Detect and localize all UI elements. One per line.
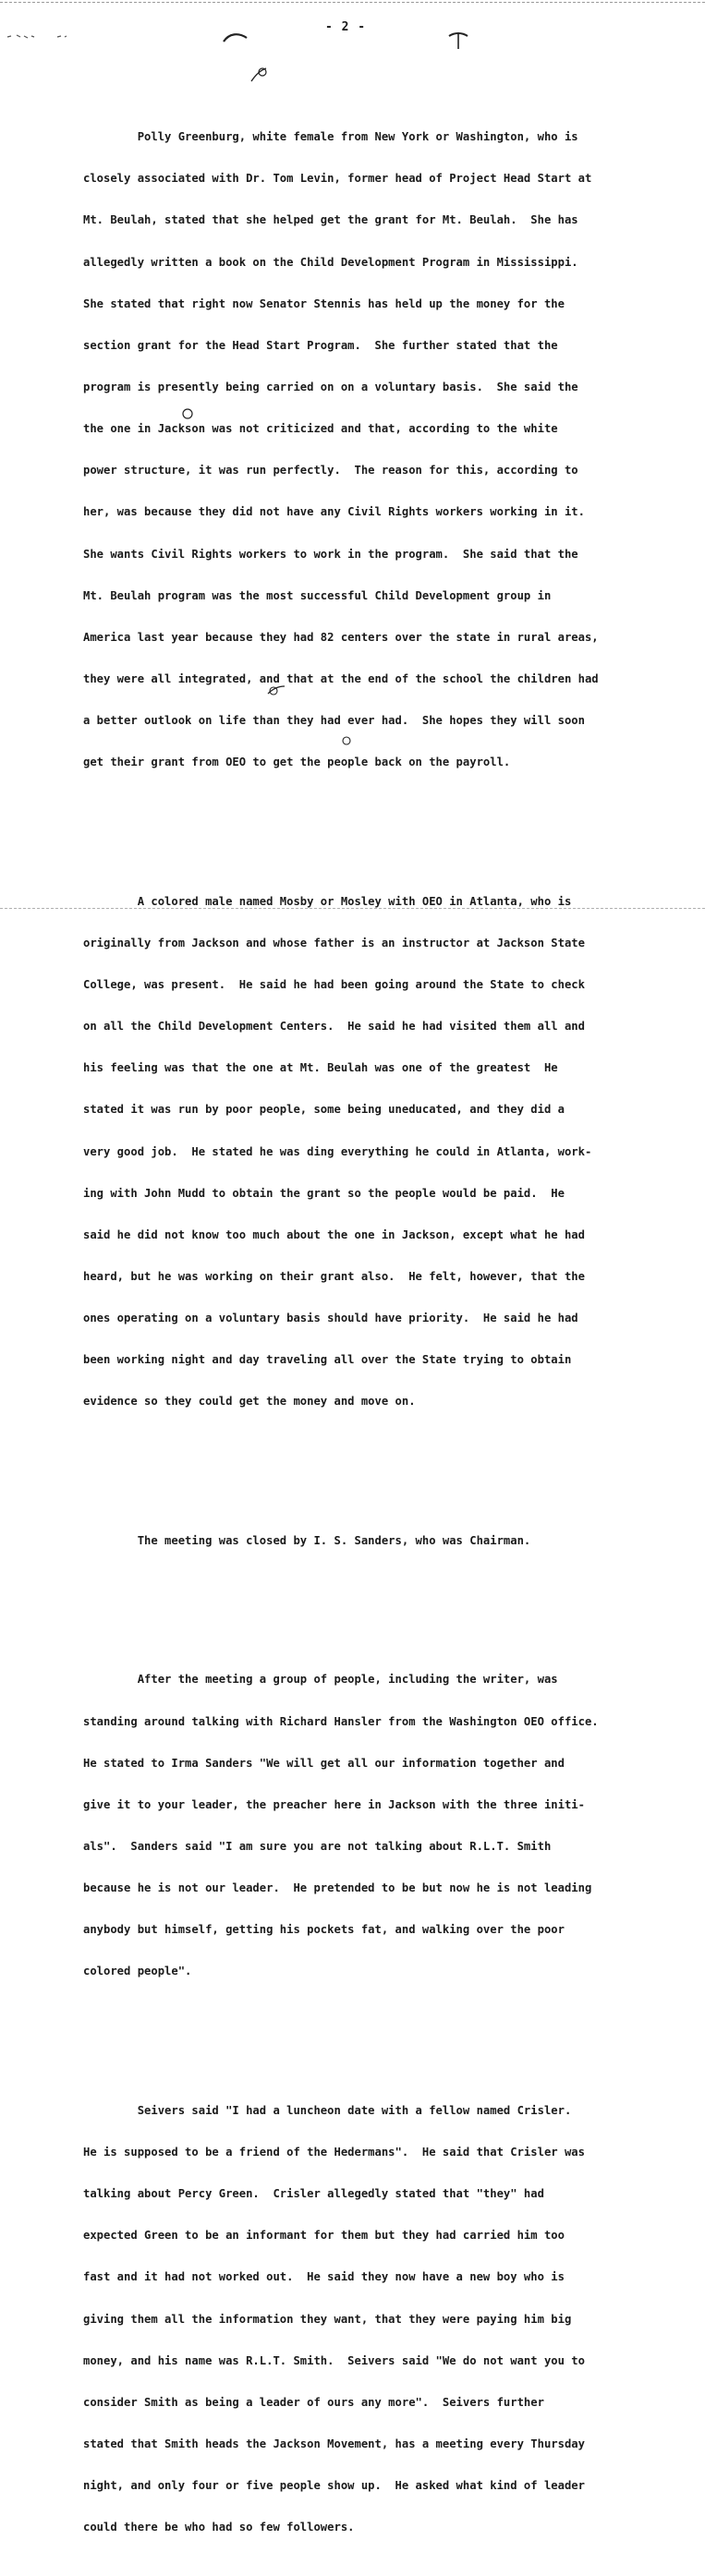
text-line: power structure, it was run perfectly. The reason for this, according to (83, 464, 578, 478)
paragraph-mosby (83, 867, 614, 1437)
memo-body (83, 75, 614, 2576)
text-line: closely associated with Dr. Tom Levin, former head of Project Head Start at (83, 172, 592, 186)
text-line: stated that Smith heads the Jackson Movement, has a meeting every Thursday (83, 2437, 585, 2450)
text-line: expected Green to be an informant for them but they had carried him too (83, 2229, 565, 2243)
text-line: talking about Percy Green. Crisler allegedly stated that "they" had (83, 2187, 544, 2201)
text-line: been working night and day traveling all over the State trying to obtain (83, 1353, 572, 1367)
text-line: fast and it had not worked out. He said they now have a new boy who is (83, 2270, 565, 2284)
text-line: the one in Jackson was not criticized and that, according to the white (83, 422, 558, 436)
paragraph-meeting-closed (83, 1506, 614, 1576)
text-line: Mt. Beulah program was the most successful Child Development group in (83, 588, 552, 602)
text-line: money, and his name was R.L.T. Smith. Seivers said "We do not want you to (83, 2353, 585, 2367)
text-line: heard, but he was working on their grant also. He felt, however, that the (83, 1270, 585, 1284)
text-line: After the meeting a group of people, including the writer, was (83, 1673, 558, 1687)
page-number: - 2 - (325, 20, 367, 34)
paragraph-gap (83, 2035, 614, 2049)
paragraph-gap (83, 1603, 614, 1617)
text-line: stated it was run by poor people, some being uneducated, and they did a (83, 1103, 565, 1117)
text-line: on all the Child Development Centers. He said he had visited them all and (83, 1020, 585, 1034)
text-line: consider Smith as being a leader of ours any more". Seivers further (83, 2395, 544, 2409)
bottom-page-edge (0, 908, 705, 909)
text-line: originally from Jackson and whose father is an instructor at Jackson State (83, 936, 585, 949)
text-line: He stated to Irma Sanders "We will get all our information together and (83, 1756, 565, 1770)
pen-mark-left (222, 31, 249, 44)
text-line: Polly Greenburg, white female from New York or Washington, who is (83, 130, 578, 144)
text-line: standing around talking with Richard Hansler from the Washington OEO office. (83, 1714, 599, 1728)
pen-mark-right (447, 30, 469, 50)
text-line: She stated that right now Senator Stennis has held up the money for the (83, 296, 565, 310)
text-line: get their grant from OEO to get the people back on the payroll. (83, 756, 511, 769)
paragraph-gap (83, 1465, 614, 1479)
text-line: her, was because they did not have any Civil Rights workers working in it. (83, 505, 585, 519)
text-line: a better outlook on life than they had ever had. She hopes they will soon (83, 714, 585, 728)
text-line: America last year because they had 82 centers over the state in rural areas, (83, 630, 599, 644)
text-line: his feeling was that the one at Mt. Beulah was one of the greatest He (83, 1061, 558, 1075)
text-line: anybody but himself, getting his pockets fat, and walking over the poor (83, 1923, 565, 1937)
text-line: ones operating on a voluntary basis should have priority. He said he had (83, 1312, 578, 1325)
text-line: because he is not our leader. He pretended to be but now he is not leading (83, 1881, 592, 1895)
text-line: night, and only four or five people show up. He asked what kind of leader (83, 2479, 585, 2493)
text-line: Seivers said "I had a luncheon date with a fellow named Crisler. (83, 2103, 572, 2117)
text-line: colored people". (83, 1965, 192, 1978)
text-line: section grant for the Head Start Program. She further stated that the (83, 338, 558, 352)
text-line: She wants Civil Rights workers to work in the program. She said that the (83, 547, 578, 561)
top-page-edge (0, 2, 705, 3)
paragraph-seivers (83, 2076, 614, 2563)
text-line: Mt. Beulah, stated that she helped get the grant for Mt. Beulah. She has (83, 213, 578, 227)
text-line: give it to your leader, the preacher here in Jackson with the three initi- (83, 1797, 585, 1811)
text-line: said he did not know too much about the one in Jackson, except what he had (83, 1228, 585, 1241)
text-line: als". Sanders said "I am sure you are not talking about R.L.T. Smith (83, 1839, 552, 1853)
text-line: could there be who had so few followers. (83, 2521, 355, 2534)
paragraph-greenburg (83, 103, 614, 797)
text-line: they were all integrated, and that at the end of the school the children had (83, 672, 599, 686)
text-line: ing with John Mudd to obtain the grant so the people would be paid. He (83, 1186, 565, 1200)
text-line: The meeting was closed by I. S. Sanders, who was Chairman. (83, 1533, 531, 1547)
text-line: A colored male named Mosby or Mosley with OEO in Atlanta, who is (83, 894, 572, 908)
text-line: College, was present. He said he had been going around the State to check (83, 978, 585, 992)
paragraph-gap (83, 826, 614, 840)
text-line: giving them all the information they want, that they were paying him big (83, 2312, 572, 2326)
margin-specks (6, 31, 79, 41)
text-line: allegedly written a book on the Child Development Program in Mississippi. (83, 255, 578, 269)
text-line: evidence so they could get the money and move on. (83, 1395, 416, 1409)
text-line: very good job. He stated he was ding everything he could in Atlanta, work- (83, 1144, 592, 1158)
paragraph-hansler (83, 1645, 614, 2006)
text-line: He is supposed to be a friend of the Hedermans". He said that Crisler was (83, 2145, 585, 2159)
text-line: program is presently being carried on on a voluntary basis. She said the (83, 381, 578, 394)
